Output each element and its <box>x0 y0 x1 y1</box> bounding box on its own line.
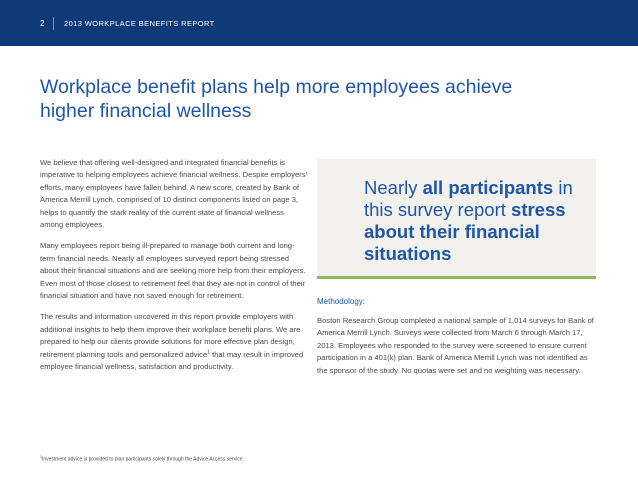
header-divider <box>53 17 54 30</box>
methodology-label: Methodology: <box>317 297 366 306</box>
footnote <box>40 455 244 463</box>
body-paragraph-1: We believe that offering well-designed and integrated financial benefits is imperative to helping employees achieve financial wellness. Despite employers’ efforts, many employees have fallen behind. A new score, created by Bank of America Merrill Lynch, comprised of 10 distinct components listed on page 3, helps to quantify the stark reality of the current state of financial wellness among employees. <box>40 158 307 230</box>
page-heading-line2: higher financial wellness <box>40 100 252 122</box>
footnote-text: Investment advice is provided to plan participants solely through the Advice Access service. <box>41 456 245 463</box>
page-heading <box>40 75 560 123</box>
body-text-column <box>40 157 308 383</box>
callout-text <box>364 177 592 265</box>
body-paragraph-3-text: The results and information uncovered in this report provide employers with additional insights to help them improve their workplace benefit plans. We are prepared to help our clients provide solutions for more effective plan design, retirement planning tools and personalized advice <box>40 312 301 359</box>
footnote-reference: 1 <box>207 349 210 356</box>
header-band <box>0 0 638 46</box>
methodology-text: Boston Research Group completed a national sample of 1,014 surveys for Bank of America Merrill Lynch. Surveys were collected from March 6 through March 17, 2013. Employees who responded to the survey were screened to ensure current participation in a 401(k) plan. Bank of America Merrill Lynch was not identified as the sponsor of the study. No quotas were set and no weighting was necessary. <box>317 316 594 375</box>
page-number: 2 <box>40 19 45 28</box>
callout-text-part3: in this survey report <box>364 177 573 220</box>
callout-text-part2: all participants <box>422 177 554 198</box>
body-paragraph-3 <box>40 311 308 373</box>
callout-text-part1: Nearly <box>364 177 423 198</box>
callout-box <box>317 159 596 279</box>
report-title: 2013 WORKPLACE BENEFITS REPORT <box>64 19 215 28</box>
body-paragraph-3-tail: that may result in improved employee financial wellness, satisfaction and productivity. <box>40 349 304 372</box>
page-heading-line1: Workplace benefit plans help more employees achieve <box>40 76 513 98</box>
footnote-marker: 1 <box>40 455 42 459</box>
body-paragraph-2: Many employees report being ill-prepared to manage both current and long-term financial needs. Nearly all employees surveyed report being stressed about their financial situations and are seeking more help from their employers. Even most of those closest to retirement feel that they are not in control of their financial situation and have not saved enough for retirement. <box>40 241 306 301</box>
callout-text-part4: stress about their financial situations <box>364 199 566 264</box>
